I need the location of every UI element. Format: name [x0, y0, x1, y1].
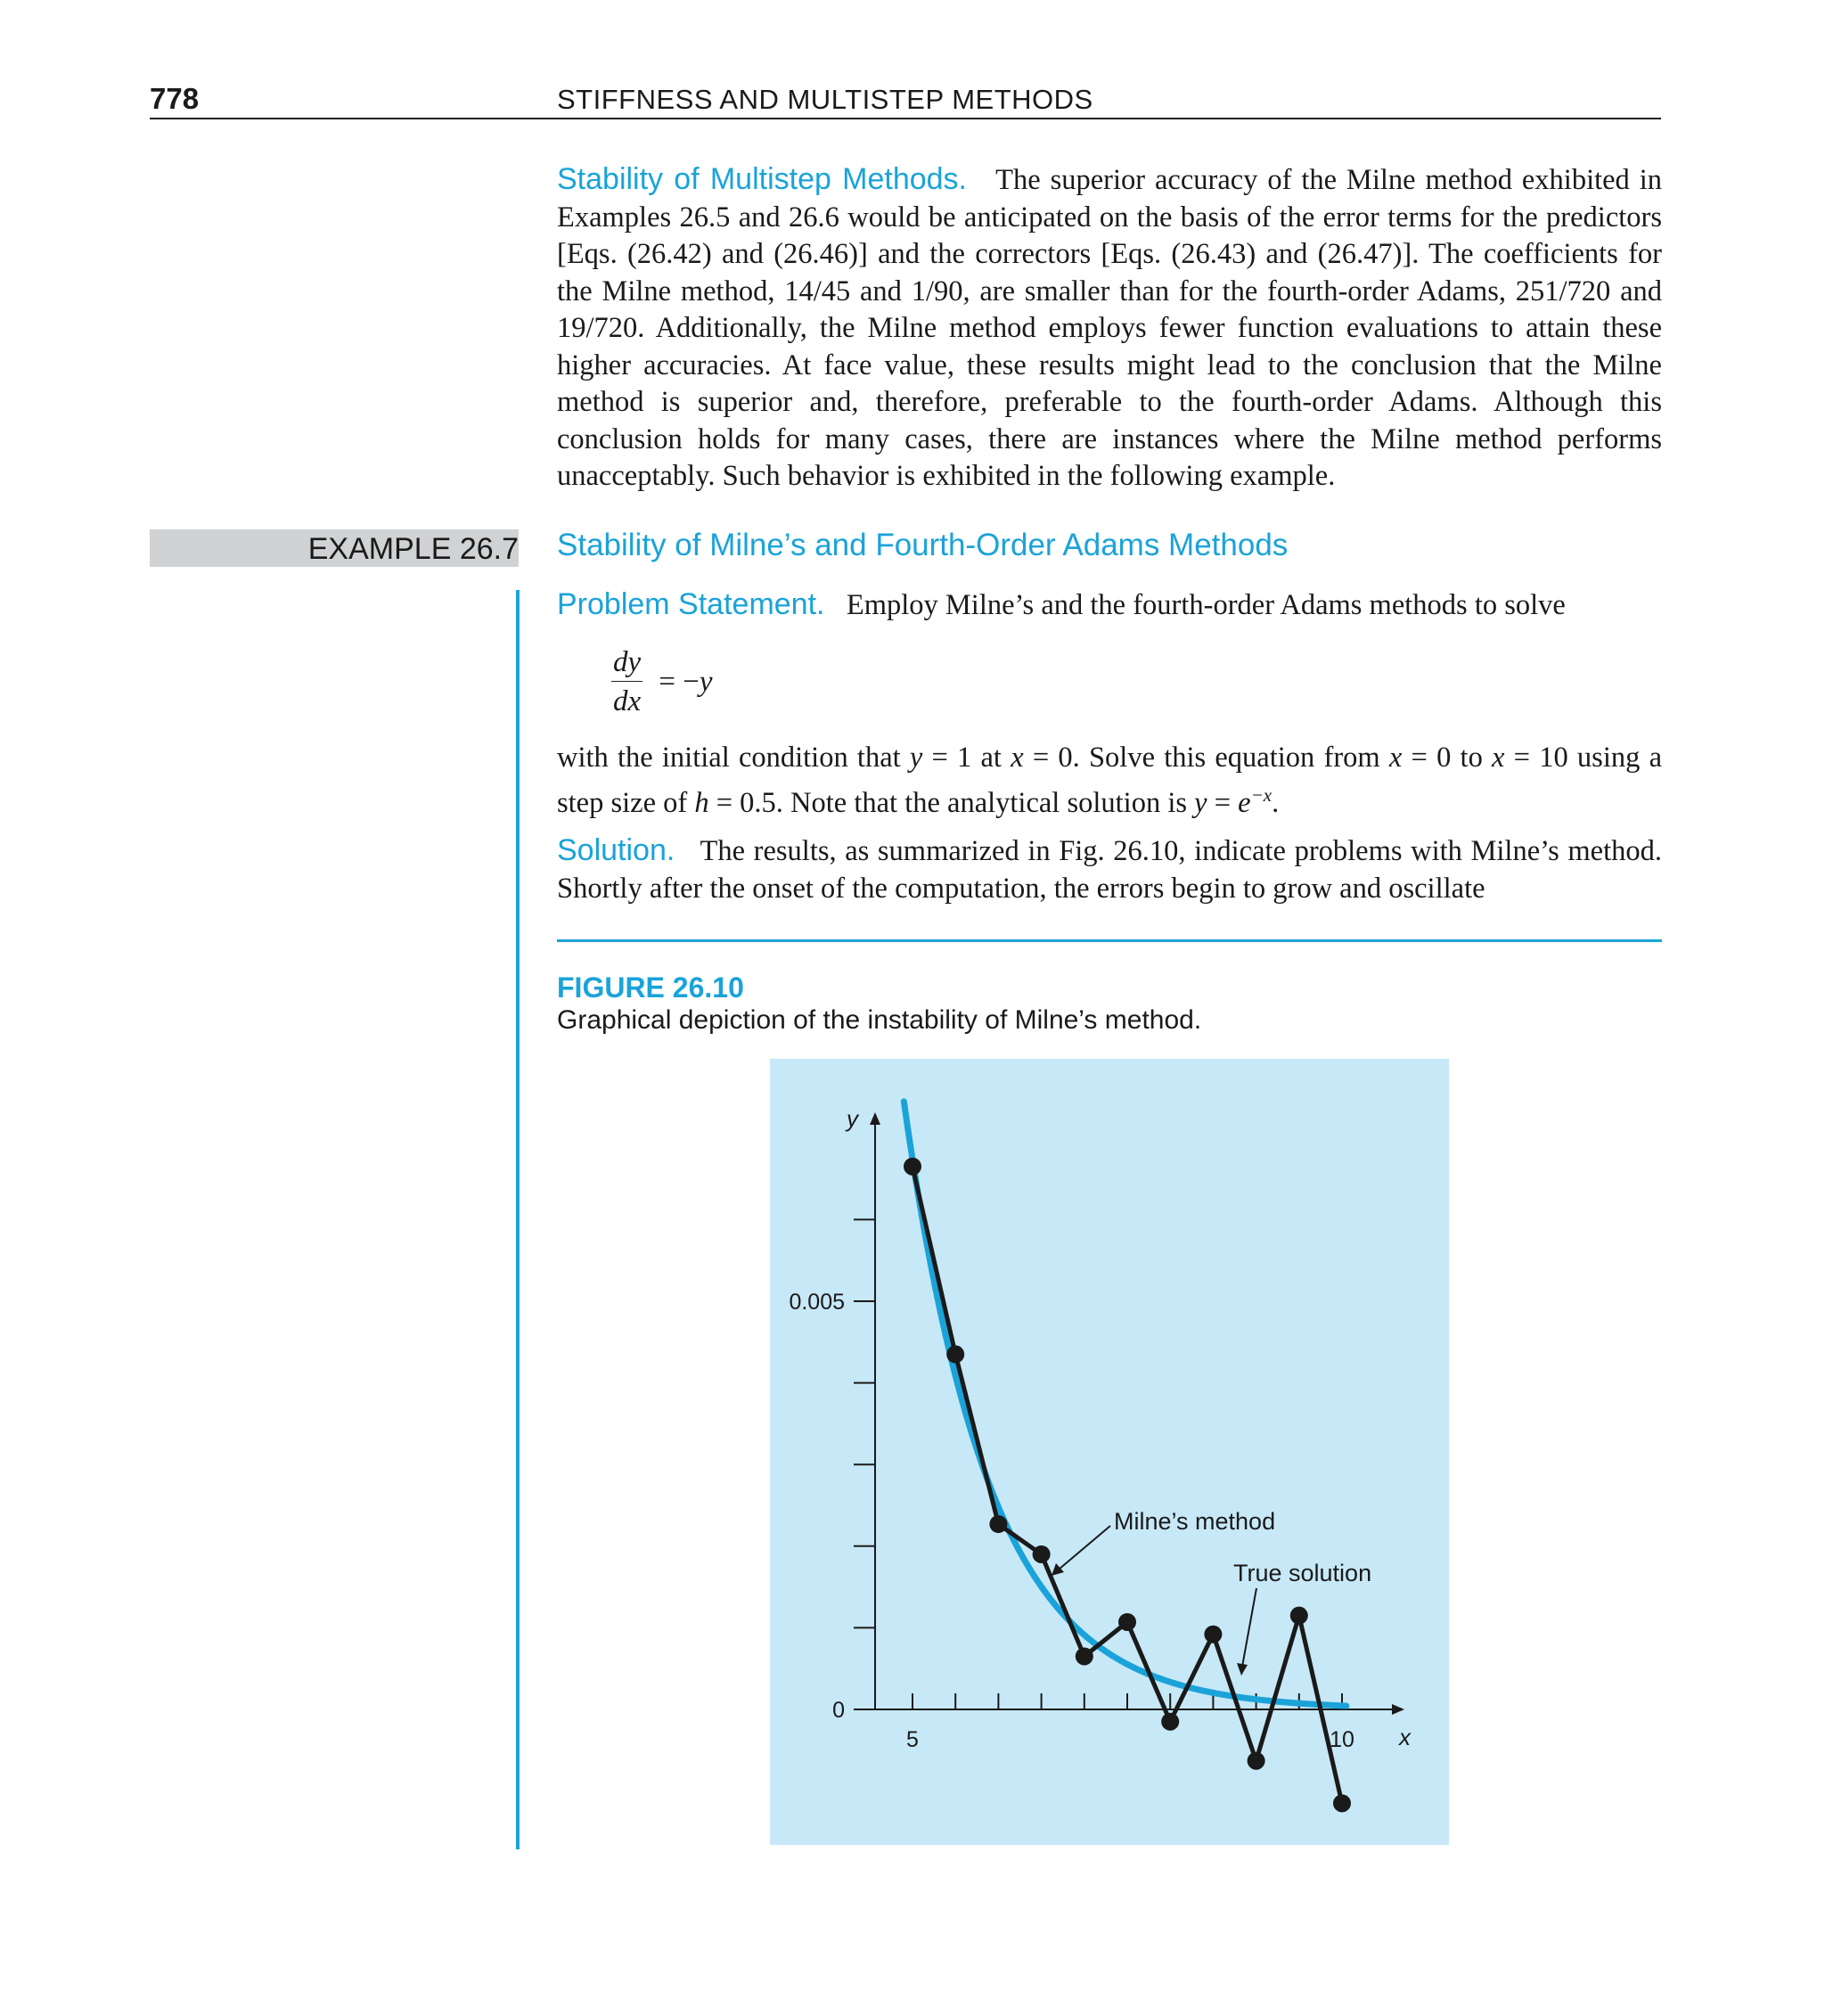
- conditions-text: = 1 at: [922, 742, 1011, 774]
- x-tick-label: 10: [1330, 1727, 1354, 1752]
- intro-lead: Stability of Multistep Methods.: [557, 162, 967, 196]
- milne-data-point: [1076, 1647, 1093, 1665]
- conditions-text: with the initial condition that: [557, 742, 910, 774]
- derivative-fraction: [611, 643, 642, 721]
- x-axis-title: x: [1399, 1724, 1411, 1750]
- var-x: x: [1492, 742, 1505, 774]
- intro-paragraph: [557, 161, 1662, 496]
- milne-data-point: [1248, 1752, 1265, 1770]
- example-title: Stability of Milne’s and Fourth-Order Adams Methods: [557, 528, 1289, 562]
- milne-data-point: [1118, 1613, 1136, 1631]
- milne-data-point: [1204, 1626, 1222, 1643]
- problem-lead: Problem Statement.: [557, 587, 825, 621]
- var-x: x: [1011, 742, 1024, 774]
- milne-data-point: [1161, 1713, 1179, 1731]
- equation-rhs-var: y: [699, 666, 713, 698]
- x-tick-label: 5: [906, 1727, 919, 1752]
- conditions-text: = 0.5. Note that the analytical solution is: [708, 786, 1195, 819]
- exponent-text: −x: [1250, 783, 1273, 806]
- var-x: x: [1388, 742, 1403, 774]
- running-head: STIFFNESS AND MULTISTEP METHODS: [557, 84, 1093, 115]
- solution-text: The results, as summarized in Fig. 26.10, indicate problems with Milne’s method. Shortly after the onset of the computation, the errors begin to grow and oscillate: [557, 835, 1662, 905]
- milne-data-point: [1333, 1794, 1351, 1812]
- conditions-text: = 0 to: [1402, 742, 1493, 774]
- solution-paragraph: [557, 832, 1662, 907]
- milne-data-point: [904, 1158, 921, 1176]
- conditions-text: = 0. Solve this equation from: [1023, 742, 1389, 774]
- problem-statement: [557, 586, 1662, 625]
- annotation-milne: Milne’s method: [1114, 1508, 1276, 1535]
- var-y: y: [1194, 786, 1207, 819]
- y-tick-label: 0.005: [789, 1290, 845, 1315]
- equation-rhs: [659, 666, 712, 699]
- example-side-bar: [516, 590, 520, 1849]
- var-h: h: [694, 786, 709, 819]
- figure-label: FIGURE 26.10: [557, 971, 744, 1004]
- example-label: EXAMPLE 26.7: [307, 532, 519, 566]
- equation-numerator: dy: [611, 643, 642, 682]
- conditions-text: =: [1207, 786, 1239, 819]
- figure-caption: Graphical depiction of the instability of Milne’s method.: [557, 1005, 1202, 1035]
- page-number: 778: [150, 82, 200, 115]
- milne-data-point: [1290, 1607, 1308, 1625]
- equation-denominator: dx: [613, 685, 642, 717]
- figure-rule: [557, 939, 1662, 942]
- problem-text: Employ Milne’s and the fourth-order Adams methods to solve: [846, 589, 1566, 621]
- solution-lead: Solution.: [557, 833, 675, 867]
- equation-equals: = −: [659, 666, 700, 698]
- exponent: [1251, 784, 1273, 806]
- milne-data-point: [946, 1346, 964, 1364]
- milne-instability-chart: [770, 1059, 1449, 1845]
- conditions-paragraph: [557, 740, 1662, 822]
- intro-text: The superior accuracy of the Milne method exhibited in Examples 26.5 and 26.6 would be anticipated on the basis of the error terms for the predictors [Eqs. (26.42) and (26.46)] and the correctors [Eqs. (26.43) and (26.47)]. The coefficients for the Milne method, 14/45 and 1/90, are smaller than for the fourth-order Adams, 251/720 and 19/720. Additionally, the Milne method employs fewer function evaluations to attain these higher accuracies. At face value, these results might lead to the conclusion that the Milne method is superior and, therefore, preferable to the fourth-order Adams. Although this conclusion holds for many cases, there are instances where the Milne method performs unacceptably. Such behavior is exhibited in the following example.: [557, 164, 1662, 492]
- differential-equation: [611, 643, 713, 721]
- y-axis-title: y: [847, 1105, 858, 1132]
- header-rule: [150, 118, 1661, 119]
- annotation-true: True solution: [1233, 1560, 1372, 1586]
- y-tick-label: 0: [832, 1698, 845, 1723]
- milne-data-point: [989, 1515, 1007, 1533]
- conditions-text: .: [1272, 786, 1280, 819]
- conditions-text: = 10 using a step size of: [557, 742, 1662, 819]
- milne-data-point: [1033, 1545, 1051, 1563]
- var-y: y: [909, 742, 923, 774]
- var-e: e: [1238, 786, 1251, 819]
